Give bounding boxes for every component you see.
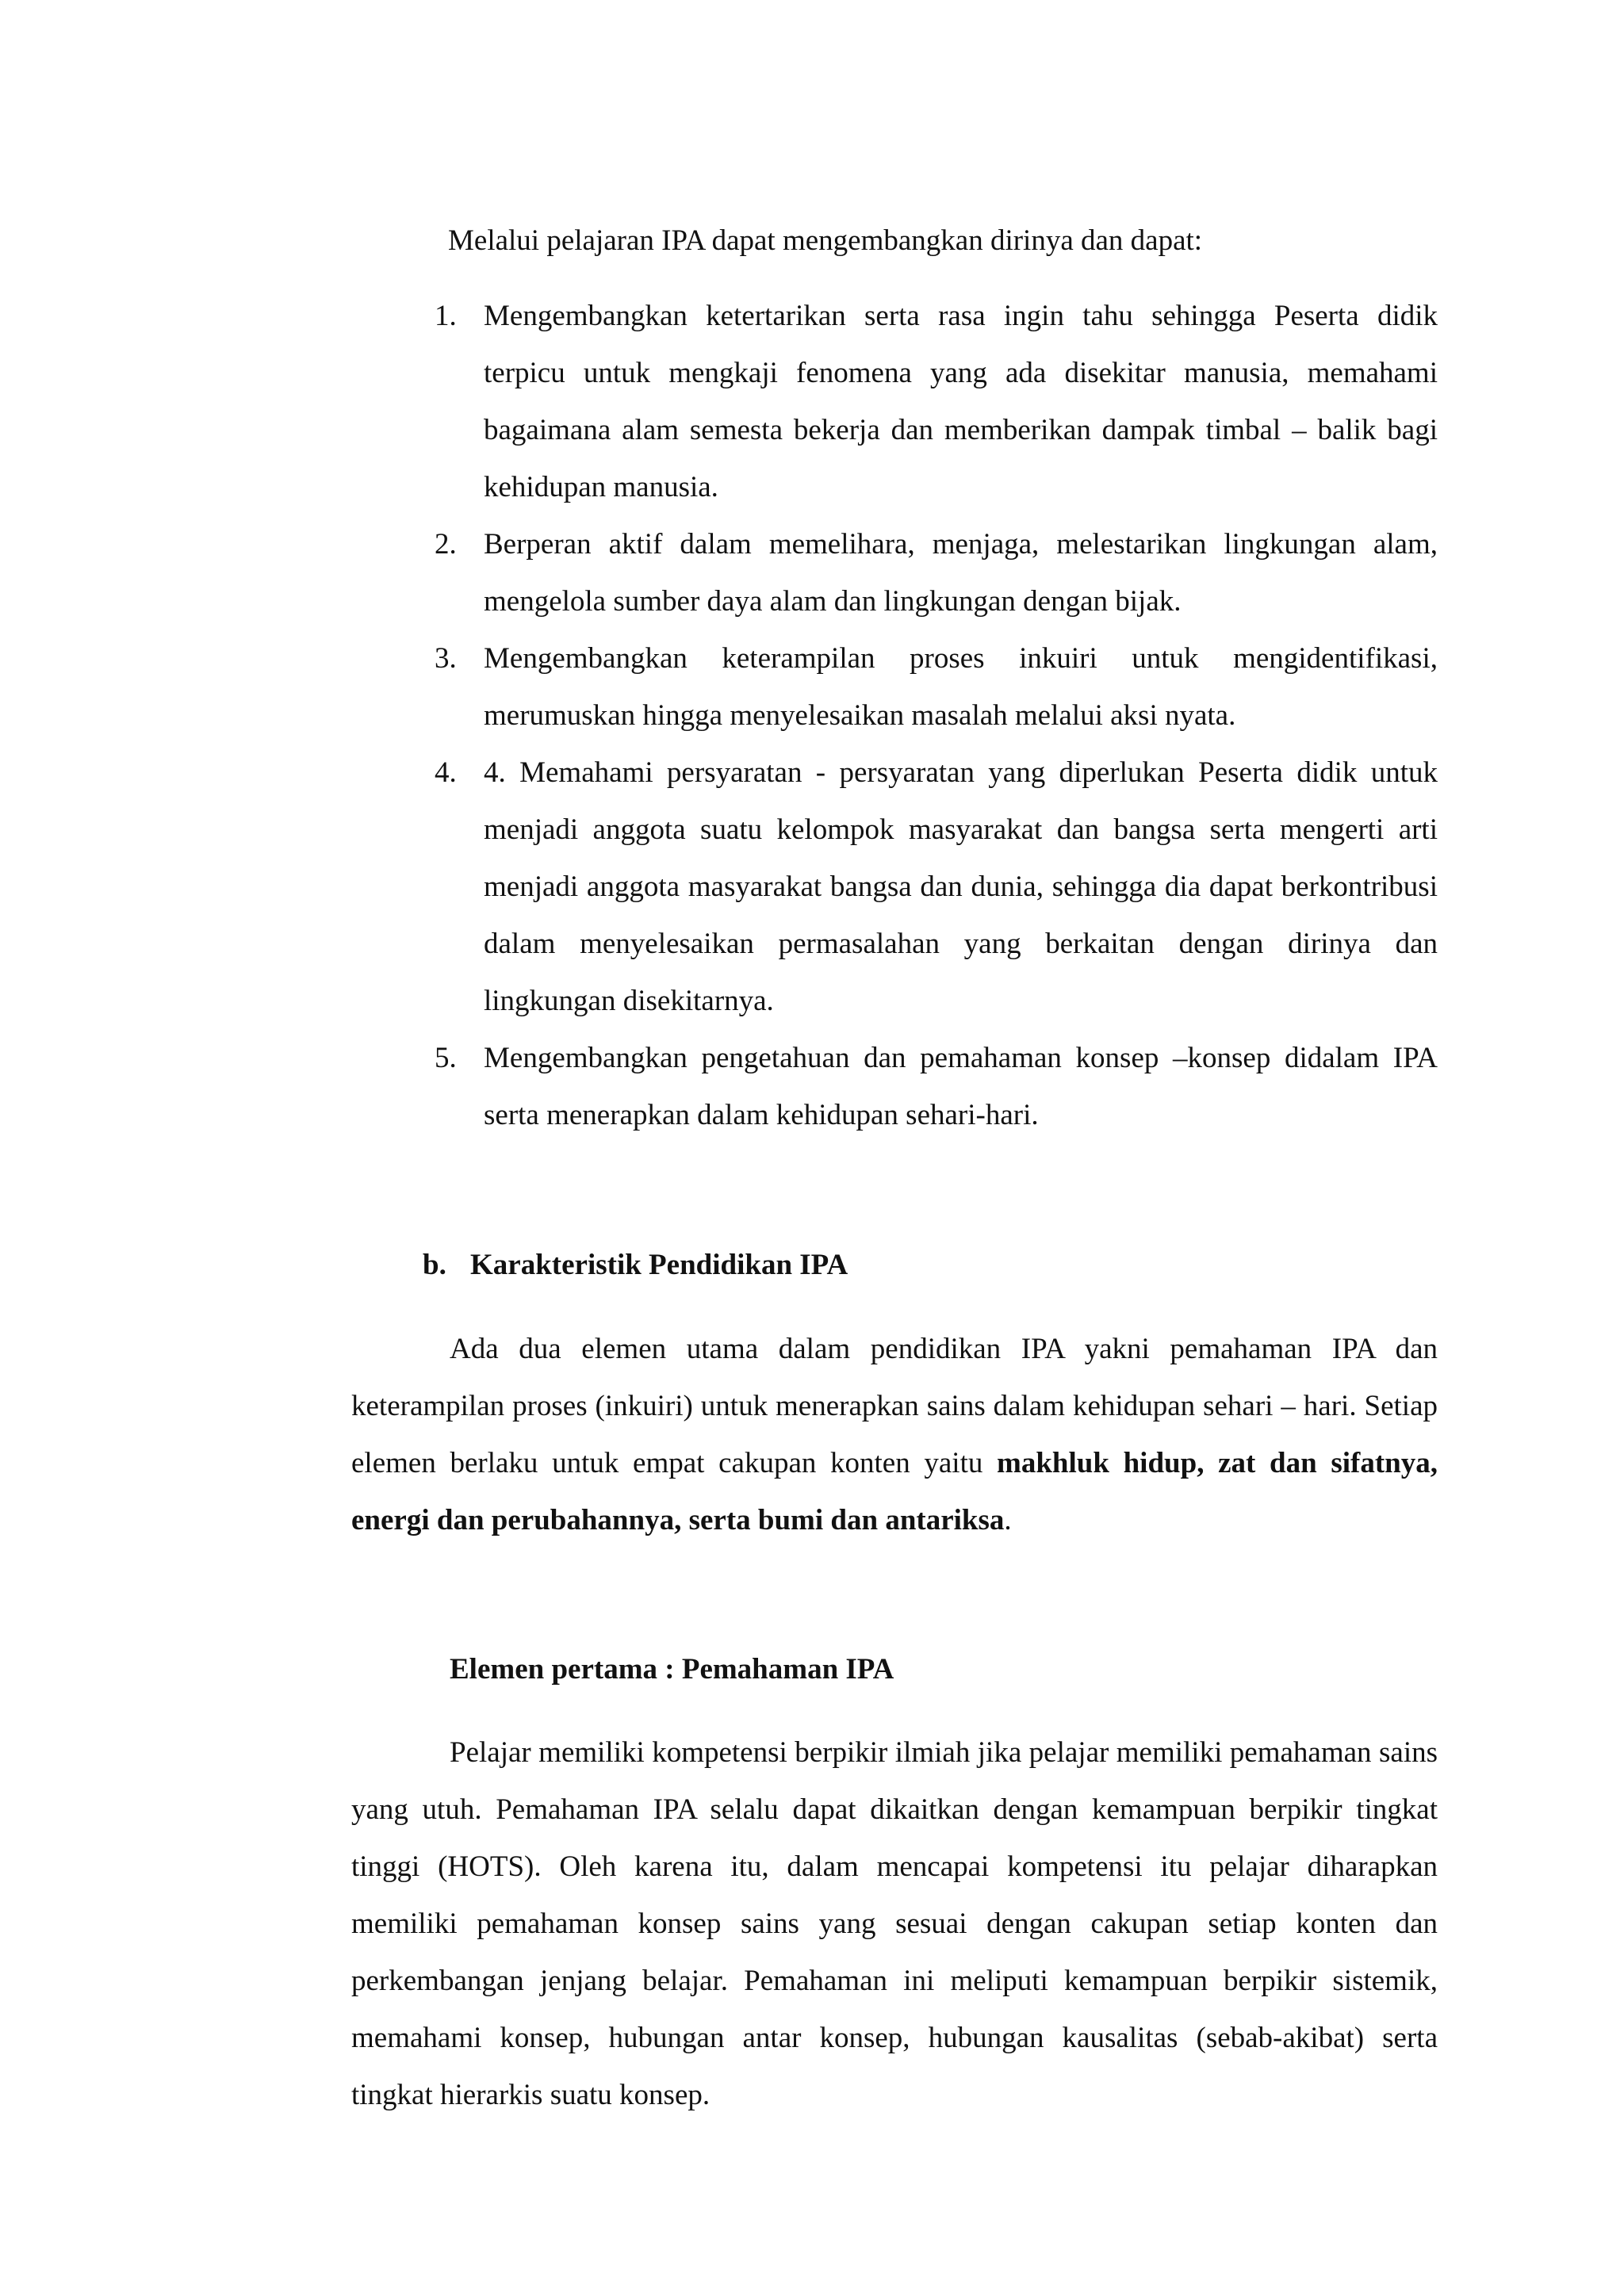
list-item: [435, 1030, 1438, 1144]
section-letter: b.: [423, 1249, 446, 1281]
list-item: [435, 630, 1438, 744]
list-item-text: Mengembangkan pengetahuan dan pemahaman konsep –konsep didalam IPA serta menerapkan dalam kehidupan sehari-hari.: [484, 1042, 1438, 1131]
section-title: Karakteristik Pendidikan IPA: [470, 1249, 848, 1281]
list-item-number: 3.: [435, 642, 457, 675]
elements-paragraph: [351, 1321, 1438, 1549]
list-item-number: 5.: [435, 1042, 457, 1074]
list-item-text: Berperan aktif dalam memelihara, menjaga, melestarikan lingkungan alam, mengelola sumber daya alam dan lingkungan dengan bijak.: [484, 528, 1438, 618]
list-item: [435, 288, 1438, 516]
list-item-number: 2.: [435, 528, 457, 561]
intro-paragraph: Melalui pelajaran IPA dapat mengembangkan dirinya dan dapat:: [448, 224, 1203, 257]
list-item-number: 1.: [435, 300, 457, 332]
list-item-number: 4.: [435, 756, 457, 789]
goals-list: [435, 288, 1438, 1144]
paragraph-bold-text: makhluk hidup, zat dan sifatnya, energi dan perubahannya, serta bumi dan antariksa: [351, 1447, 1438, 1536]
list-item: [435, 744, 1438, 1030]
section-heading: [423, 1237, 848, 1294]
subsection-heading: Elemen pertama : Pemahaman IPA: [450, 1653, 894, 1686]
list-item-text: 4. Memahami persyaratan - persyaratan yang diperlukan Peserta didik untuk menjadi anggota suatu kelompok masyarakat dan bangsa serta mengerti arti menjadi anggota masyarakat bangsa dan dunia, sehingga dia dapat berkontribusi dalam menyelesaikan permasalahan yang berkaitan dengan dirinya dan lingkungan disekitarnya.: [484, 756, 1438, 1017]
understanding-paragraph: Pelajar memiliki kompetensi berpikir ilmiah jika pelajar memiliki pemahaman sains yang utuh. Pemahaman IPA selalu dapat dikaitkan dengan kemampuan berpikir tingkat tinggi (HOTS). Oleh karena itu, dalam mencapai kompetensi itu pelajar diharapkan memiliki pemahaman konsep sains yang sesuai dengan cakupan setiap konten dan perkembangan jenjang belajar. Pemahaman ini meliputi kemampuan berpikir sistemik, memahami konsep, hubungan antar konsep, hubungan kausalitas (sebab-akibat) serta tingkat hierarkis suatu konsep.: [351, 1736, 1438, 2111]
list-item-text: Mengembangkan keterampilan proses inkuiri untuk mengidentifikasi, merumuskan hingga menyelesaikan masalah melalui aksi nyata.: [484, 642, 1438, 732]
paragraph-text: Ada dua elemen utama dalam pendidikan IPA yakni pemahaman IPA dan keterampilan proses (inkuiri) untuk menerapkan sains dalam kehidupan sehari – hari. Setiap elemen berlaku untuk empat cakupan konten yaitu: [351, 1333, 1438, 1479]
list-item-text: Mengembangkan ketertarikan serta rasa ingin tahu sehingga Peserta didik terpicu untuk mengkaji fenomena yang ada disekitar manusia, memahami bagaimana alam semesta bekerja dan memberikan dampak timbal – balik bagi kehidupan manusia.: [484, 300, 1438, 503]
paragraph-text-end: .: [1004, 1504, 1012, 1536]
list-item: [435, 516, 1438, 630]
